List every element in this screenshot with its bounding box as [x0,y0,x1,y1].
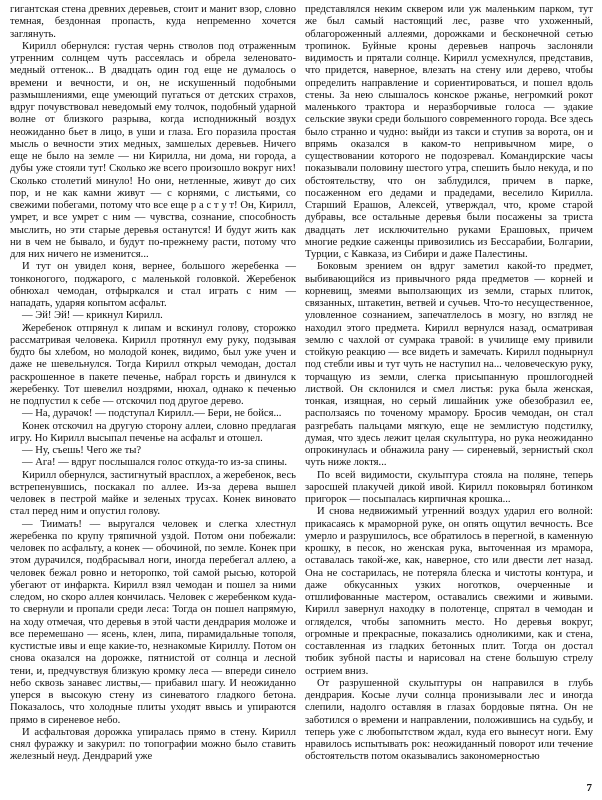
paragraph: И снова недвижимый утренний воздух ударил его волной: прикасаясь к мраморной руке, он опять ощутил вечность. Все умерло и разрушилось, все обратилось в перегной, в каменную крошку, в песок, но женская рука, выточенная из мрамора, оставалась такой-же, как, наверное, сто или двести лет назад. Она не состарилась, не потеряла блеска и чистоты контура, и даже обкусанных узких ноготков, очерченные и отшлифованные мастером, оставались свежими и живыми. Кирилл завернул находку в полотенце, спрятал в чемодан и огляделся, чтобы запомнить место. Но деревья вокруг, огромные и прекрасные, показались одноликими, как и стена, составленная из гладких бетонных плит. Тогда он достал тюбик зубной пасты и нарисовал на стене большую стрелу острием вниз. [305,506,593,677]
paragraph: Жеребенок отпрянул к липам и вскинул голову, сторожко рассматривая человека. Кирилл протянул ему руку, подзывая будто бы хлебом, но молодой конек, видимо, был уже учен и даже не шевельнулся. Тогда Кирилл открыл чемодан, достал раскрошенное в пакете печенье, набрал горсть и двинулся к жеребенку. Тот шевелил ноздрями, нюхал, однако к печенью не подпустил к себе — отскочил под другое дерево. [10,322,296,407]
paragraph: От разрушенной скульптуры он направился в глубь дендрария. Косые лучи солнца пронизывали лес и иногда слепили, надолго оставляя в глазах бордовые пятна. Он не заботился о времени и направлении, положившись на судьбу, и теперь уже с любопытством ждал, куда его вынесут ноги. Ему нравилось испытывать рок: неожиданный поворот или течение обстоятельств потом оказывались закономерностью [305,677,593,763]
paragraph: И тут он увидел коня, вернее, большого жеребенка — тонконогого, поджарого, с маленькой головкой. Жеребенок обнюхал чемодан, отфыркался и стал играть с ним — нападать, ударяя копытом асфальт. [10,261,296,309]
page-number: 7 [586,782,592,794]
paragraph: — Эй! Эй! — крикнул Кирилл. [22,310,163,322]
right-column [305,4,593,764]
paragraph: гигантская стена древних деревьев, стоит и манит взор, словно темная, бездонная пропасть, куда непременно хочется заглянуть. [10,4,296,40]
paragraph: — Ага! — вдруг послышался голос откуда-то из-за спины. [22,457,288,469]
paragraph: Кирилл обернулся, застигнутый врасплох, а жеребенок, весь встрепенувшись, поскакал по аллее. Из-за дерева вышел человек в пестрой майке и зеленых трусах. Конек виновато стал перед ним и опустил голову. [10,469,296,518]
paragraph: представлялся неким сквером или уж маленьким парком, тут же был самый настоящий лес, разве что ухоженный, облагороженный аллеями, дорожками и бесконечной сетью тропинок. Буйные кроны деревьев напрочь заслоняли видимость и прятали солнце. Кирилл усмехнулся, представив, что придется, наверное, влезать на стену или дерево, чтобы определить направление и сориентироваться, и пошел вдоль стены. За нею слышалось конское ржанье, негромкий рокот маленького трактора и неразборчивые голоса — эдакие сельские звуки среди большого современного города. Все здесь было странно и чудно: выйди из такси и ступив за ворота, он и впрямь оказался в каком-то непривычном мире, о существовании которого не подозревал. Командирские часы показывали половину шестого утра, спешить было некуда, и по обстоятельству, что он заблудился, причем в парке, посаженном его дедами и прадедами, веселило Кирилла. Старший Ерашов, Алексей, утверждал, что, кроме старой дубравы, все остальные деревья были посажены за триста двадцать лет исключительно руками Ерашовых, причем многие редкие саженцы привозились из Бессарабии, Болгарии, Турции, с Кавказа, из Сибири и даже Палестины. [305,4,593,260]
paragraph: — Ну, съешь! Чего же ты? [22,445,142,456]
paragraph: — Тиимать! — выругался человек и слегка хлестнул жеребенка по крупу тряпичной уздой. Потом они побежали: человек по асфальту, а конек — обочиной, по земле. Конек при этом дурачился, подбрасывал ноги, иногда перебегал аллею, а человек бежал ровно и неторопко, той самой рысью, которой убегают от инфаркта. Кирилл взял чемодан и пошел за ними следом, но скоро аллея кончилась. Человек с жеребенком куда-то свернули и пропали среди леса: Тогда он пошел напрямую, на ходу отмечая, что деревья в этой части дендрария моложе и все перемешано — ясень, клен, липа, пирамидальные тополя, кустистые ивы и еще какие-то, незнакомые Кириллу. Потом он снова оказался на дорожке, пятнистой от солнца и лесной тени, и, предчувствуя близкую кромку леса — впереди синело небо сквозь занавес листвы,— прибавил шагу. И неожиданно уперся в высокую стену из синеватого гладкого бетона. Показалось, что холодные плиты уходят ввысь и упираются прямо в сиреневое небо. [10,518,296,726]
paragraph: И асфальтовая дорожка упиралась прямо в стену. Кирилл снял фуражку и закурил: по топографии можно было ставить железный неуд. Дендрарий уже [10,726,296,763]
paragraph: Кирилл обернулся: густая чернь стволов под отраженным утренним солнцем чуть рассеялась и обрела зеленовато-медный оттенок... В двадцать один год еще не думалось о времени и вечности, и он, не искушенный подобными размышлениями, еще умеющий пугаться от детских страхов, вдруг почувствовал неведомый ему толчок, подобный ударной волне от близкого разрыва, когда исподнижный воздух неожиданно бьет в лицо, в уши и глаза. Его поразила простая мысль о вечности этих медных, замшелых деревьев. Ничего еще не было на земле — ни Кирилла, ни дома, ни города, а дубы уже стояли тут! Сколько же всего произошло вокруг них! Сколько столетий минуло! Но они, нетленные, живут до сих пор, и не как камни живут — с корнями, с листьями, со свежими побегами, потому что все еще р а с т у т! Он, Кирилл, умрет, и все умрет с ним — чувства, сознание, способность мыслить, но эти старые деревья останутся! И будут жить как ни в чем не бывало, и будут по-прежнему расти, потому что для них ничего не изменится... [10,40,296,260]
left-column [10,4,296,764]
paragraph: По всей видимости, скульптура стояла на поляне, теперь заросшей плакучей дикой ивой. Кирилл поковырял ботинком пригорок — посыпалась кирпичная крошка... [305,469,593,505]
paragraph: — На, дурачок! — подступал Кирилл.— Бери, не бойся... [22,408,282,420]
paragraph: Боковым зрением он вдруг заметил какой-то предмет, выбивающийся из привычного ряда предметов — корней и корневищ, змеями выползающих из земли, старых плиток, связанных, штакетин, ветвей и сучьев. Что-то несущественное, уловленное сознанием, запечатлелось в мозгу, но взгляд не находил этого предмета. Кирилл вернулся назад, осматривая землю с чахлой от сумрака травой: в училище ему привили стойкую реакцию — все видеть и замечать. Кирилл поднырнул под стебли ивы и тут чуть не наступил на... человеческую руку, торчащую из земли, слегка присыпанную прошлогодней листвой. Он склонился и смел листья: рука была женская, тонкая, изящная, но серый лишайник уже обезобразил ее, расползаясь по точеному мрамору. Бросив чемодан, он стал разгребать пальцами мягкую, еще не землистую подстилку, думая, что здесь лежит целая скульптура, но рука неожиданно опрокинулась и обнажила рану — сиреневый, зернистый скол чуть ниже локтя... [305,261,593,469]
paragraph: Конек отскочил на другую сторону аллеи, словно предлагая игру. Но Кирилл высыпал печенье на асфальт и отошел. [10,420,296,444]
